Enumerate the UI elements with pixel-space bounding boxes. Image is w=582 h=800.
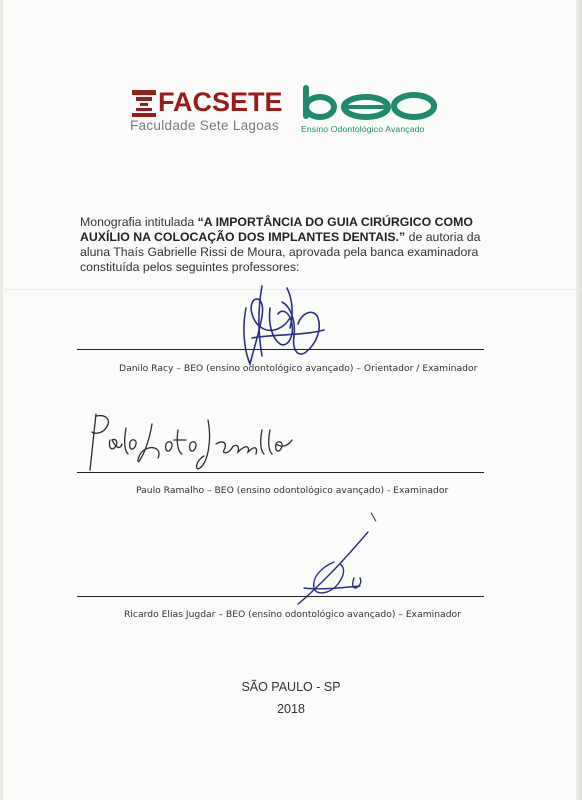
examiner-caption-2: Paulo Ramalho – BEO (ensino odontológico avançado) - Examinador bbox=[136, 485, 449, 496]
stray-mark bbox=[371, 512, 377, 521]
signature-danilo-racy bbox=[232, 278, 332, 373]
facsete-emblem-icon bbox=[132, 90, 156, 116]
statement-suffix: de autoria da aluna Thaís Gabrielle Rissi de Moura, aprovada pela banca examinadora constituída pelos seguintes professores: bbox=[80, 230, 481, 274]
signature-line-1 bbox=[77, 349, 484, 350]
beo-logo bbox=[296, 84, 452, 134]
examiner-caption-1: Danilo Racy – BEO (ensino odontológico avançado) – Orientador / Examinador bbox=[119, 363, 478, 374]
monograph-title: “A IMPORTÂNCIA DO GUIA CIRÚRGICO COMO AUXÍLIO NA COLOCAÇÃO DOS IMPLANTES DENTAIS.” bbox=[80, 215, 473, 244]
city-location: SÃO PAULO - SP bbox=[241, 680, 341, 694]
facsete-logo-subtitle: Faculdade Sete Lagoas bbox=[130, 118, 279, 133]
facsete-logo bbox=[130, 87, 283, 138]
signature-paulo-ramalho bbox=[82, 410, 297, 476]
facsete-logo-name: FACSETE bbox=[158, 87, 283, 117]
document-year: 2018 bbox=[277, 702, 305, 716]
signature-line-3 bbox=[77, 596, 484, 597]
beo-logo-wordmark-icon bbox=[300, 84, 440, 124]
signature-line-2 bbox=[77, 472, 484, 473]
statement-prefix: Monografia intitulada bbox=[80, 215, 198, 229]
examiner-caption-3: Ricardo Elias Jugdar – BEO (ensino odontológico avançado) – Examinador bbox=[124, 609, 461, 620]
beo-logo-subtitle: Ensino Odontológico Avançado bbox=[301, 124, 425, 134]
monograph-statement bbox=[80, 215, 510, 275]
